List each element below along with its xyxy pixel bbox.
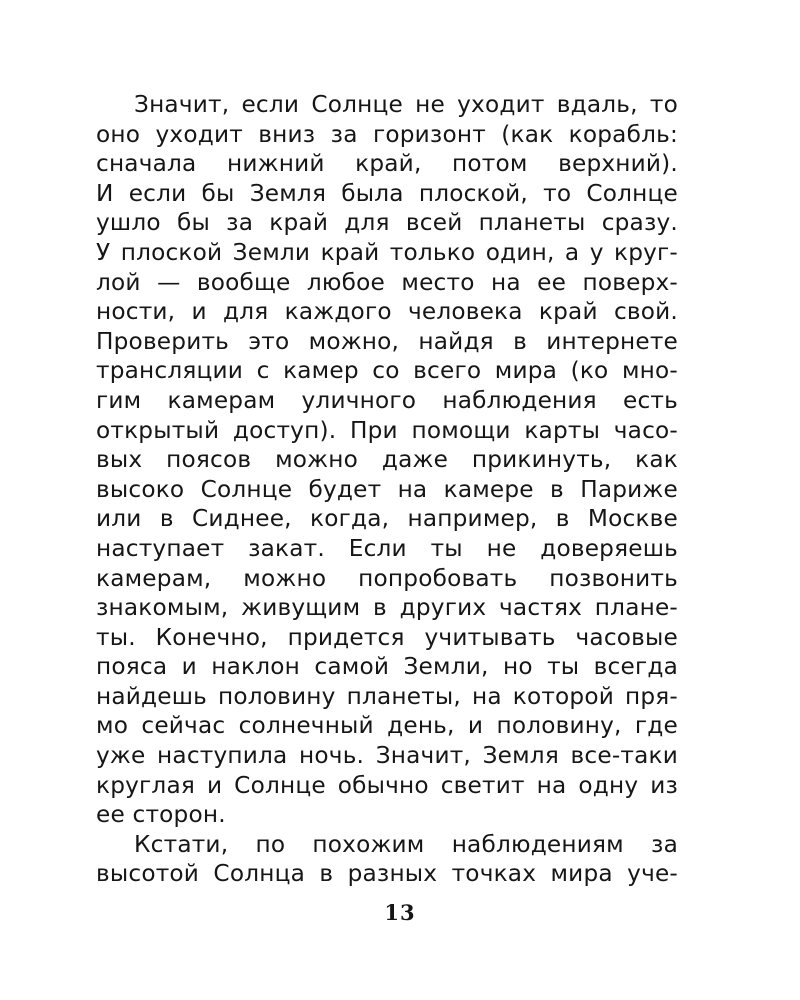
text-line: уже наступила ночь. Значит, Земля все-таки — [96, 742, 678, 770]
text-line: трансляции с камер со всего мира (ко мно- — [96, 357, 678, 385]
text-line: ты. Конечно, придется учитывать часовые — [96, 623, 678, 651]
text-line: Значит, если Солнце не уходит вдаль, то — [134, 91, 678, 118]
text-line: ности, и для каждого человека край свой. — [96, 298, 678, 326]
text-line: оно уходит вниз за горизонт (как корабль: — [96, 120, 678, 148]
text-line: Проверить это можно, найдя в интернете — [96, 327, 678, 355]
text-line: лой — вообще любое место на ее поверх- — [96, 268, 678, 296]
text-line: или в Сиднее, когда, например, в Москве — [96, 505, 678, 533]
text-line: высотой Солнца в разных точках мира уче- — [96, 860, 678, 888]
body-text — [96, 90, 678, 889]
text-line: знакомым, живущим в других частях плане- — [96, 594, 678, 622]
text-line: найдешь половину планеты, на которой пря- — [96, 682, 678, 710]
text-line: мо сейчас солнечный день, и половину, где — [96, 712, 678, 740]
text-line: вых поясов можно даже прикинуть, как — [96, 446, 678, 474]
text-line: сначала нижний край, потом верхний). — [96, 150, 678, 178]
text-line: пояса и наклон самой Земли, но ты всегда — [96, 653, 678, 681]
text-line: гим камерам уличного наблюдения есть — [96, 386, 678, 414]
text-line: камерам, можно попробовать позвонить — [96, 564, 678, 592]
text-line: открытый доступ). При помощи карты часо- — [96, 416, 678, 444]
page-number: 13 — [384, 900, 416, 925]
text-line: наступает закат. Если ты не доверяешь — [96, 534, 678, 562]
text-line: Кстати, по похожим наблюдениям за — [134, 830, 678, 858]
text-line: ушло бы за край для всей планеты сразу. — [96, 209, 678, 237]
text-line: У плоской Земли край только один, а у круг- — [96, 238, 678, 266]
text-line: И если бы Земля была плоской, то Солнце — [96, 179, 678, 207]
text-line: ее сторон. — [96, 801, 226, 829]
text-line: высоко Солнце будет на камере в Париже — [96, 475, 678, 503]
text-line: круглая и Солнце обычно светит на одну из — [96, 771, 678, 799]
